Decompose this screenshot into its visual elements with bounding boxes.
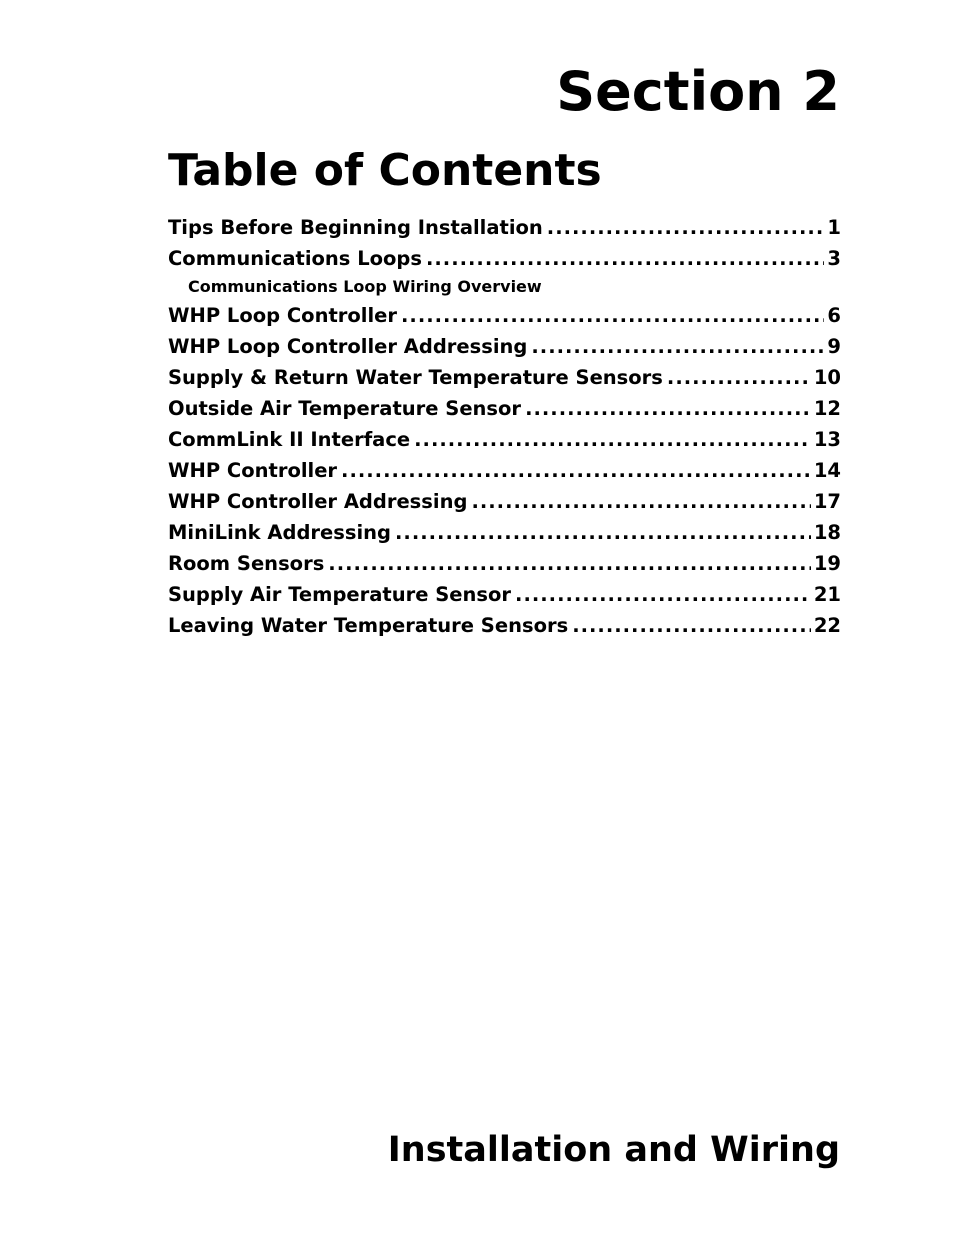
toc-entry-outside-air-temperature-sensor[interactable] [168,393,841,424]
toc-entry-communications-loops[interactable] [168,243,841,274]
toc-page-number: 3 [827,247,841,270]
toc-entry-label: Leaving Water Temperature Sensors [168,614,569,637]
toc-entry-supply-air-temperature-sensor[interactable] [168,579,841,610]
section-heading: Section 2 [556,60,840,123]
toc-subentry-communications-loop-wiring-overview[interactable]: Communications Loop Wiring Overview [188,277,542,296]
dot-leader [328,548,811,579]
toc-page-number: 1 [827,216,841,239]
toc-entry-label: CommLink II Interface [168,428,411,451]
toc-page-number: 6 [827,304,841,327]
toc-entry-whp-controller[interactable] [168,455,841,486]
toc-entry-label: Communications Loops [168,247,422,270]
toc-entry-label: Room Sensors [168,552,325,575]
dot-leader [525,393,811,424]
toc-entry-label: Supply Air Temperature Sensor [168,583,512,606]
toc-page-number: 9 [827,335,841,358]
dot-leader [531,331,824,362]
toc-entry-tips-before-beginning-installation[interactable] [168,212,841,243]
dot-leader [471,486,810,517]
toc-entry-label: WHP Controller Addressing [168,490,468,513]
table-of-contents [168,212,841,641]
toc-page-number: 17 [813,490,841,513]
toc-page-number: 14 [813,459,841,482]
dot-leader [395,517,811,548]
toc-page-number: 22 [813,614,841,637]
toc-entry-label: Supply & Return Water Temperature Sensors [168,366,663,389]
dot-leader [667,362,811,393]
dot-leader [426,243,824,274]
toc-page-number: 21 [813,583,841,606]
toc-entry-whp-controller-addressing[interactable] [168,486,841,517]
toc-entry-commlink-ii-interface[interactable] [168,424,841,455]
dot-leader [547,212,825,243]
toc-entry-label: WHP Loop Controller [168,304,398,327]
toc-entry-label: WHP Controller [168,459,338,482]
toc-page-number: 18 [813,521,841,544]
toc-entry-label: WHP Loop Controller Addressing [168,335,528,358]
toc-entry-whp-loop-controller-addressing[interactable] [168,331,841,362]
toc-title: Table of Contents [168,145,602,196]
toc-entry-leaving-water-temperature-sensors[interactable] [168,610,841,641]
dot-leader [515,579,811,610]
toc-entry-supply-return-water-temperature-sensors[interactable] [168,362,841,393]
toc-page-number: 19 [813,552,841,575]
dot-leader [401,300,824,331]
chapter-title: Installation and Wiring [387,1130,840,1170]
dot-leader [341,455,811,486]
toc-entry-label: MiniLink Addressing [168,521,391,544]
toc-page-number: 10 [813,366,841,389]
toc-page-number: 12 [813,397,841,420]
toc-entry-label: Tips Before Beginning Installation [168,216,543,239]
toc-page-number: 13 [813,428,841,451]
toc-entry-label: Outside Air Temperature Sensor [168,397,522,420]
toc-entry-whp-loop-controller[interactable] [168,300,841,331]
toc-entry-minilink-addressing[interactable] [168,517,841,548]
dot-leader [572,610,811,641]
dot-leader [414,424,811,455]
toc-entry-room-sensors[interactable] [168,548,841,579]
